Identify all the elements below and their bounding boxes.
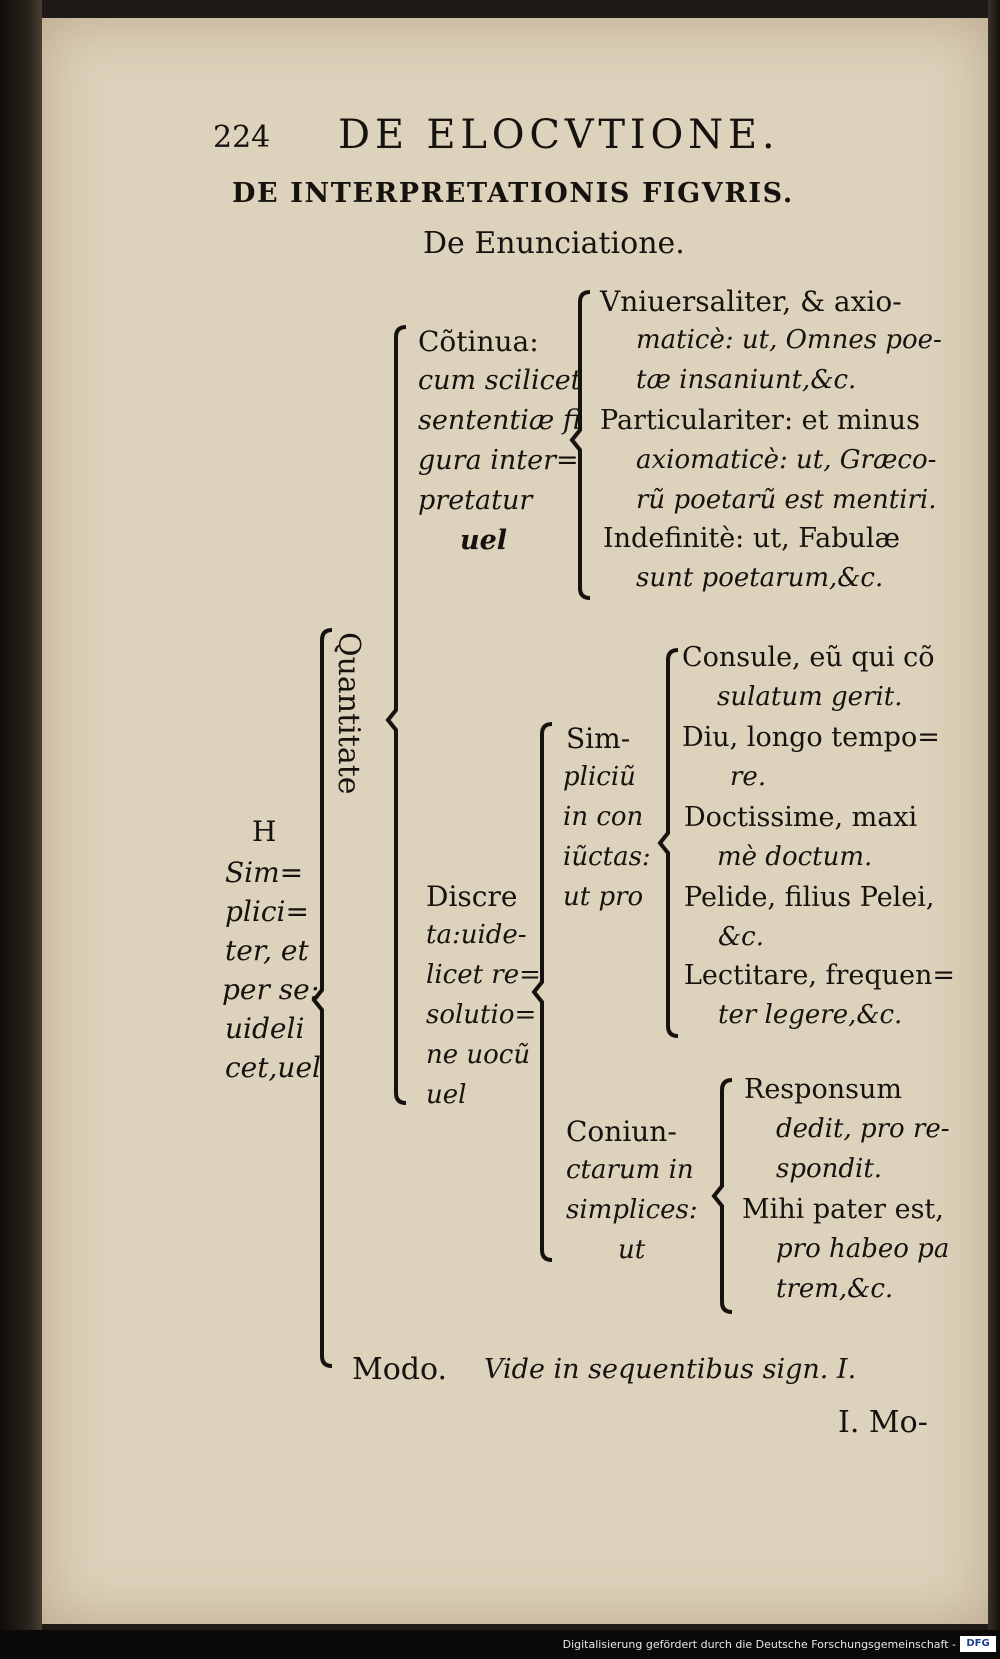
discreta-brace <box>530 722 560 1262</box>
coniunctarum-item-line: pro habeo pa <box>776 1234 950 1264</box>
discreta-line: solutio= <box>426 1000 537 1030</box>
continua-line: sententiæ fi <box>418 405 581 436</box>
simplicium-line: in con <box>563 802 644 832</box>
simplicium-item-line: Pelide, filius Pelei, <box>684 882 935 913</box>
section-subtitle: De Enunciatione. <box>423 226 685 261</box>
coniunctarum-line: ut <box>618 1235 646 1265</box>
simplicium-brace <box>656 648 686 1038</box>
simplicium-item-line: Doctissime, maxi <box>684 802 918 833</box>
continua-line: uel <box>460 525 508 556</box>
simplicium-line: pliciũ <box>563 762 636 792</box>
quantitate-brace <box>384 325 414 1105</box>
root-line: H <box>252 815 277 848</box>
root-line: per se: <box>222 973 320 1006</box>
root-line: uideli <box>225 1012 305 1045</box>
page-edge <box>988 0 1000 1659</box>
running-title: DE ELOCVTIONE. <box>338 112 780 158</box>
discreta-line: licet re= <box>426 960 541 990</box>
coniunctarum-line: Coniun- <box>566 1115 677 1148</box>
continua-line: pretatur <box>418 485 533 516</box>
coniunctarum-line: ctarum in <box>566 1155 694 1185</box>
continua-line: gura inter= <box>418 445 579 476</box>
catchword: I. Mo- <box>838 1405 928 1440</box>
root-line: ter, et <box>225 934 309 967</box>
simplicium-item-line: Lectitare, frequen= <box>684 960 956 991</box>
coniunctarum-item-line: dedit, pro re- <box>776 1114 950 1144</box>
continua-item-line: Vniuersaliter, & axio- <box>600 285 902 318</box>
discreta-line: ne uocũ <box>426 1040 531 1070</box>
continua-item-line: rũ poetarũ est mentiri. <box>636 485 937 515</box>
coniunctarum-brace <box>710 1078 740 1314</box>
modo-reference: Vide in sequentibus sign. I. <box>484 1354 857 1385</box>
coniunctarum-item-line: Responsum <box>744 1074 902 1105</box>
simplicium-item-line: ter legere,&c. <box>718 1000 903 1030</box>
root-line: cet,uel <box>225 1051 321 1084</box>
continua-item-line: Indefinitè: ut, Fabulæ <box>603 523 900 554</box>
coniunctarum-line: simplices: <box>566 1195 698 1225</box>
continua-item-line: Particulariter: et minus <box>600 405 920 436</box>
continua-item-line: axiomaticè: ut, Græco- <box>636 445 937 475</box>
simplicium-item-line: re. <box>730 762 767 792</box>
simplicium-line: ut pro <box>563 882 644 912</box>
coniunctarum-item-line: Mihi pater est, <box>742 1194 944 1225</box>
simplicium-item-line: Diu, longo tempo= <box>682 722 940 753</box>
simplicium-item-line: mè doctum. <box>717 842 873 872</box>
coniunctarum-item-line: spondit. <box>776 1154 883 1184</box>
digitization-footer <box>0 1630 1000 1659</box>
simplicium-line: Sim- <box>566 722 631 755</box>
quantitate-label: Quantitate <box>331 632 366 795</box>
simplicium-line: iũctas: <box>563 842 651 872</box>
continua-brace <box>568 290 598 600</box>
discreta-line: uel <box>426 1080 467 1110</box>
simplicium-item-line: &c. <box>718 922 764 952</box>
continua-line: Cõtinua: <box>418 325 539 358</box>
footer-credit: Digitalisierung gefördert durch die Deutsche Forschungsgemeinschaft - <box>562 1638 956 1651</box>
modo-label: Modo. <box>352 1352 448 1387</box>
page-number: 224 <box>213 120 271 155</box>
root-line: Sim= <box>225 856 304 889</box>
book-spine <box>0 0 42 1659</box>
section-title: DE INTERPRETATIONIS FIGVRIS. <box>232 178 794 209</box>
simplicium-item-line: Consule, eũ qui cõ <box>682 642 935 673</box>
discreta-line: Discre <box>426 880 518 913</box>
root-line: plici= <box>225 895 309 928</box>
continua-item-line: sunt poetarum,&c. <box>636 563 884 593</box>
discreta-line: ta:uide- <box>426 920 527 950</box>
continua-item-line: maticè: ut, Omnes poe- <box>636 325 942 355</box>
continua-line: cum scilicet <box>418 365 582 396</box>
simplicium-item-line: sulatum gerit. <box>717 682 903 712</box>
coniunctarum-item-line: trem,&c. <box>776 1274 894 1304</box>
dfg-logo: DFG <box>960 1636 996 1652</box>
continua-item-line: tæ insaniunt,&c. <box>636 365 857 395</box>
